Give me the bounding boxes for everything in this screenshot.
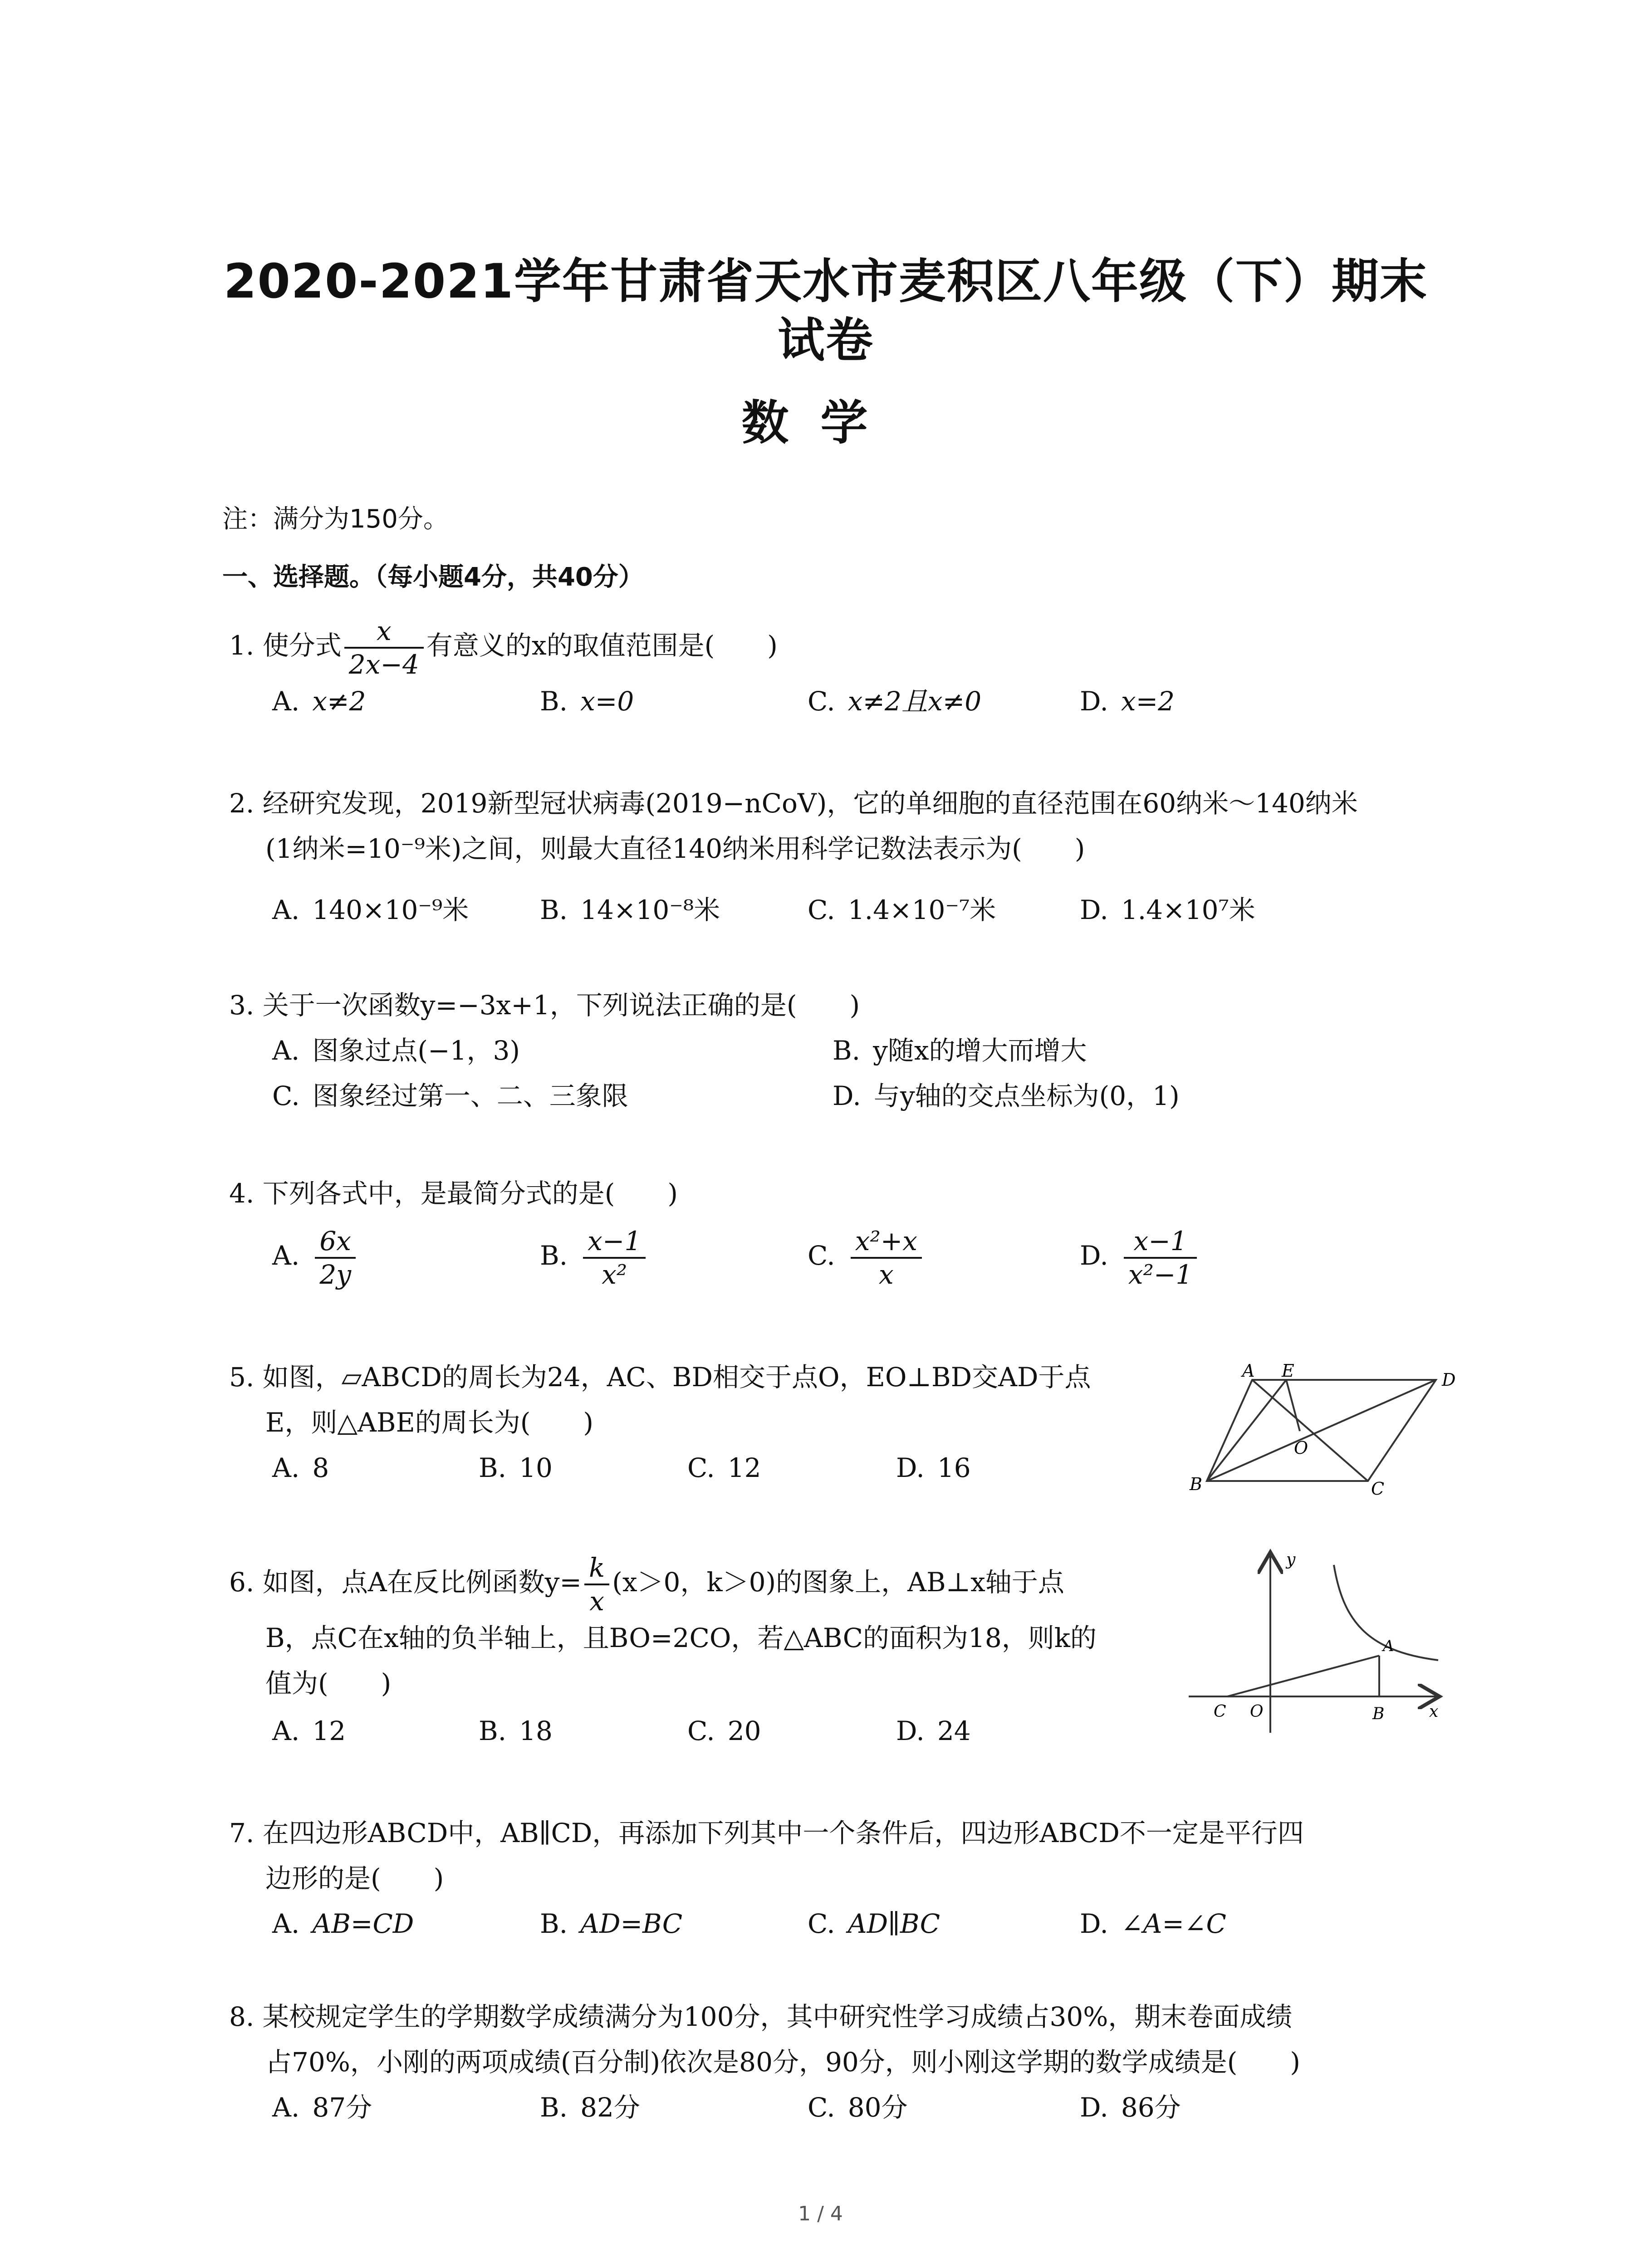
label-c: C: [1371, 1479, 1385, 1497]
option-b[interactable]: B. 82分: [540, 2092, 640, 2123]
option-c[interactable]: C. x≠2且x≠0: [808, 686, 982, 717]
option-d[interactable]: D. 16: [896, 1452, 971, 1483]
option-d[interactable]: D. 与y轴的交点坐标为(0，1): [833, 1080, 1180, 1111]
label-a: A: [1242, 1361, 1255, 1381]
page-number: 1 / 4: [798, 2202, 843, 2225]
label-e: E: [1282, 1361, 1294, 1381]
option-b[interactable]: B. AD=BC: [540, 1908, 683, 1939]
option-b[interactable]: B. 10: [479, 1452, 553, 1483]
subject-heading: 数学: [741, 395, 900, 450]
option-d[interactable]: D. x=2: [1080, 686, 1175, 717]
section-heading: 一、选择题。（每小题4分，共40分）: [222, 562, 644, 592]
score-note: 注：满分为150分。: [222, 504, 449, 534]
option-c[interactable]: C. AD∥BC: [808, 1908, 941, 1939]
label-b: B: [1372, 1705, 1385, 1723]
title-line-1: 2020-2021学年甘肃省天水市麦积区八年级（下）期末: [223, 254, 1428, 309]
question-number: 5.: [229, 1362, 255, 1393]
label-y: y: [1286, 1550, 1296, 1569]
inverse-function-figure: [1184, 1547, 1447, 1737]
question-number: 6.: [229, 1567, 255, 1598]
option-c[interactable]: C. $\frac{\text{x²+x}}{x}$: [808, 1227, 925, 1289]
option-a[interactable]: A. 图象过点(−1，3): [272, 1035, 520, 1066]
option-b[interactable]: B. y随x的增大而增大: [833, 1035, 1087, 1066]
option-b[interactable]: B. 14×10⁻⁸米: [540, 894, 720, 925]
label-o: O: [1294, 1438, 1308, 1458]
label-d: D: [1442, 1370, 1456, 1390]
parallelogram-figure: [1184, 1361, 1456, 1497]
question-number: 7.: [229, 1818, 255, 1848]
fraction: $\frac{x}{2x-4}$: [344, 617, 424, 679]
label-a: A: [1383, 1637, 1394, 1655]
label-x: x: [1429, 1702, 1439, 1721]
exam-title: [218, 252, 1434, 370]
option-a[interactable]: A. AB=CD: [272, 1908, 414, 1939]
question-number: 3.: [229, 990, 255, 1021]
option-a[interactable]: A. $\frac{6x}{2y}$: [272, 1227, 358, 1289]
option-a[interactable]: A. 8: [272, 1452, 329, 1483]
exam-page: 2020-2021学年甘肃省天水市麦积区八年级（下）期末 试卷 数学 注：满分为150分。 一、选择题。（每小题4分，共40分） 1. 使分式 $\frac{x}{2x-4}$ 有意义的x的取值范围是( ) A. x≠2 B. x=0 C. x≠2且x≠0 D. x=2 2. 经研究发现，2019新型冠状病毒(2019−nCoV)，它的单细胞的直径范围在60纳米～140纳米 (1纳米=10⁻⁹米)之间，则最大直径140纳米用科学记数法表示为( ) A. 140×10⁻⁹米 B. 14×10⁻⁸米 C. 1.4×10⁻⁷米 D. 1.4×10⁷米 3. 关于一次函数y=−3x+1，下列说法正确的是( ) A. 图象过点(−1，3) B. y随x的增大而增大 C. 图象经过第一、二、三象限 D. 与y轴的交点坐标为(0，1) 4. 下列各式中，是最简分式的是( ) A. $\frac{6x}{2y}$ B. $\frac{x-1}{\text{x²}}$ C. $\frac{\text{x²+x}}{x}$ D. $\frac{x-1}{\text{x²−1}}$ 5. 如图，▱ABCD的周长为24，AC、BD相交于点O，EO⊥BD交AD于点 E，则△ABE的周长为( ) A. 8 B. 10 C. 12 D. 16 A E D O B C 6. 如图，点A在反比例函数y= $\frac{k}{x}$ (x＞0，k＞0)的图象上，AB⊥x轴于点 B，点C在x轴的负半轴上，且BO=2CO，若△ABC的面积为18，则k的 值为( ) A. 12 B. 18 C. 20 D. 24 y x A B C O 7. 在四边形ABCD中，AB∥CD，再添加下列其中一个条件后，四边形ABCD不一定是平行四 边形的是( ) A. AB=CD B. AD=BC C. AD∥BC D. ∠A=∠C 8. 某校规定学生的学期数学成绩满分为100分，其中研究性学习成绩占30%，期末卷面成绩 占70%，小刚的两项成绩(百分制)依次是80分，90分，则小刚这学期的数学成绩是( ) A. 87分 B. 82分 C. 80分 D. 86分 1 / 4: [0, 0, 1641, 2268]
question-number: 1.: [229, 630, 255, 661]
option-c[interactable]: C. 图象经过第一、二、三象限: [272, 1080, 628, 1111]
question-number: 2.: [229, 788, 255, 819]
label-o: O: [1250, 1702, 1264, 1721]
option-b[interactable]: B. x=0: [540, 686, 634, 717]
option-b[interactable]: B. $\frac{x-1}{\text{x²}}$: [540, 1227, 648, 1289]
option-d[interactable]: D. 86分: [1080, 2092, 1181, 2123]
option-a[interactable]: A. 87分: [272, 2092, 372, 2123]
option-a[interactable]: A. x≠2: [272, 686, 366, 717]
option-b[interactable]: B. 18: [479, 1716, 553, 1746]
label-b: B: [1190, 1474, 1202, 1494]
option-d[interactable]: D. $\frac{x-1}{\text{x²−1}}$: [1080, 1227, 1200, 1289]
option-a[interactable]: A. 140×10⁻⁹米: [272, 894, 469, 925]
option-a[interactable]: A. 12: [272, 1716, 346, 1746]
option-d[interactable]: D. 1.4×10⁷米: [1080, 894, 1255, 925]
question-number: 4.: [229, 1178, 255, 1209]
option-c[interactable]: C. 12: [687, 1452, 761, 1483]
question-number: 8.: [229, 2001, 255, 2032]
option-c[interactable]: C. 80分: [808, 2092, 908, 2123]
title-line-2: 试卷: [777, 313, 874, 368]
option-c[interactable]: C. 1.4×10⁻⁷米: [808, 894, 996, 925]
option-d[interactable]: D. ∠A=∠C: [1080, 1908, 1226, 1939]
option-c[interactable]: C. 20: [687, 1716, 761, 1746]
label-c: C: [1214, 1702, 1226, 1721]
option-d[interactable]: D. 24: [896, 1716, 971, 1746]
